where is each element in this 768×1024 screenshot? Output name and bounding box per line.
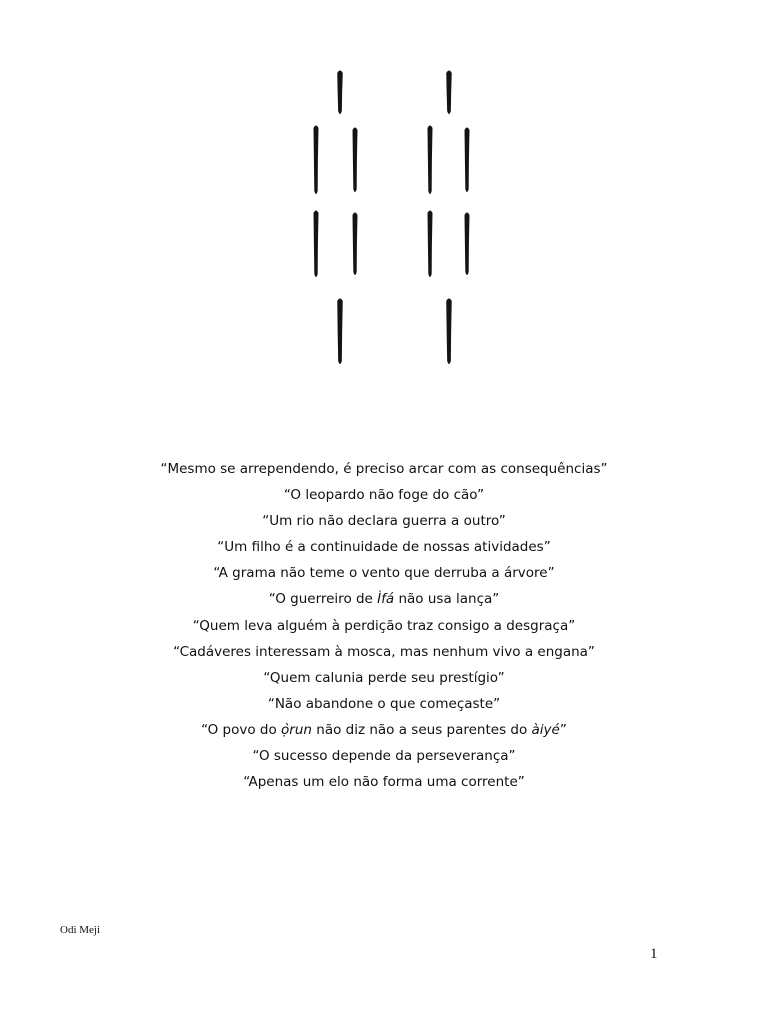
proverb-text: “Apenas um elo não forma uma corrente” [243,774,525,791]
proverb-line [0,560,768,586]
proverb-italic-term: Ìfá [377,591,395,608]
proverb-line [0,482,768,508]
proverb-line [0,508,768,534]
proverb-text: “Quem calunia perde seu prestígio” [263,669,505,686]
proverb-text: ” [559,721,567,738]
odi-meji-sign [0,0,768,420]
proverb-line [0,691,768,717]
proverb-text: “Quem leva alguém à perdição traz consigo a desgraça” [192,617,576,634]
sign-stroke [314,126,319,195]
sign-stroke [337,299,343,365]
sign-stroke [465,213,470,276]
sign-stroke [353,213,358,276]
sign-stroke [465,128,470,193]
proverb-text: não usa lança” [394,591,500,608]
proverb-text: “Um filho é a continuidade de nossas atividades” [217,539,551,556]
proverb-text: “O sucesso depende da perseverança” [252,748,516,765]
proverb-text: “O guerreiro de [268,591,378,608]
footer-label: Odi Meji [60,924,101,936]
proverb-line [0,769,768,795]
sign-stroke [353,128,358,193]
proverb-text: “O povo do [201,721,282,738]
proverb-line [0,665,768,691]
sign-stroke [446,71,452,115]
sign-stroke [428,211,433,278]
proverb-italic-term: ọ̀run [281,721,312,738]
sign-stroke [314,211,319,278]
proverbs-list [0,456,768,795]
proverb-text: “Não abandone o que começaste” [267,695,501,712]
proverb-text: “Um rio não declara guerra a outro” [262,513,506,530]
proverb-line [0,717,768,743]
proverb-text: não diz não a seus parentes do [311,721,532,738]
proverb-line [0,534,768,560]
proverb-line [0,639,768,665]
sign-stroke [446,299,452,365]
proverb-italic-term: àiyé [531,721,560,738]
proverb-line [0,456,768,482]
proverb-line [0,586,768,612]
sign-stroke [428,126,433,195]
proverb-line [0,743,768,769]
proverb-text: “O leopardo não foge do cão” [283,487,485,504]
sign-stroke [337,71,343,115]
proverb-text: “A grama não teme o vento que derruba a árvore” [213,565,555,582]
proverb-line [0,613,768,639]
page-number: 1 [650,946,658,962]
proverb-text: “Cadáveres interessam à mosca, mas nenhum vivo a engana” [173,643,595,660]
proverb-text: “Mesmo se arrependendo, é preciso arcar com as consequências” [160,461,608,477]
